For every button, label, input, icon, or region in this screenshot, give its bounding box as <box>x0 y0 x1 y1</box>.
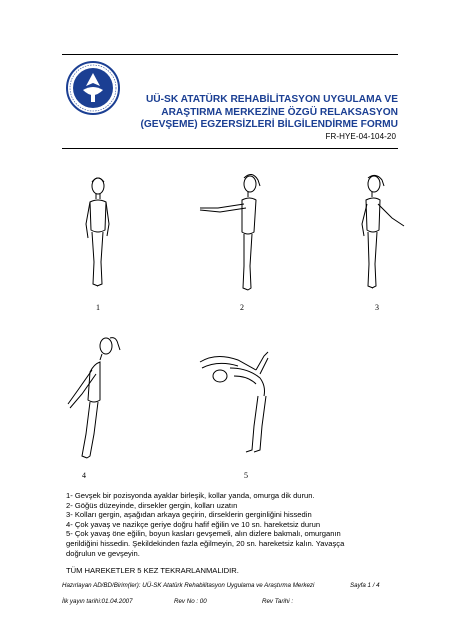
exercise-figure-3 <box>348 170 410 294</box>
step-5-continued: gerildiğini hissedin. Şekildekinden fazla eğilmeyin, 20 sn. hareketsiz kalın. Yavaşça <box>66 538 345 548</box>
footer-prepared-by <box>62 582 380 589</box>
figure-number-4: 4 <box>82 471 86 480</box>
exercise-figure-2 <box>188 168 276 296</box>
exercise-figure-1 <box>72 172 122 292</box>
title-line-1: UÜ-SK ATATÜRK REHABİLİTASYON UYGULAMA VE <box>145 94 398 105</box>
step-5: 5- Çok yavaş öne eğilin, boyun kasları gevşemeli, alın dizlere bakmalı, omurganın <box>66 529 341 539</box>
step-3: 3- Kolları gergin, aşağıdan arkaya geçirin, dirseklerin gerginliğini hissedin <box>66 510 312 520</box>
title-line-3: (GEVŞEME) EGZERSİZLERİ BİLGİLENDİRME FORMU <box>140 119 398 130</box>
university-seal-icon <box>65 60 121 116</box>
figure-number-1: 1 <box>96 303 100 312</box>
exercise-steps <box>66 491 396 558</box>
page-number: Sayfa 1 / 4 <box>350 582 380 589</box>
prepared-by-text: Hazırlayan AD/BD/Birim(ler): UÜ-SK Atatürk Rehabilitasyon Uygulama ve Araştırma Merkezi <box>62 582 315 589</box>
step-5-end: doğrulun ve gevşeyin. <box>66 548 140 558</box>
exercise-figure-4 <box>60 330 132 464</box>
revision-number: Rev No : 00 <box>174 598 207 605</box>
header-bottom-rule <box>62 148 398 149</box>
figure-number-3: 3 <box>375 303 379 312</box>
title-line-2: ARAŞTIRMA MERKEZİNE ÖZGÜ RELAKSASYON <box>161 106 398 118</box>
first-issue-date: İlk yayın tarihi:01.04.2007 <box>62 598 133 605</box>
form-code: FR-HYE-04-104-20 <box>325 132 396 141</box>
step-4: 4- Çok yavaş ve nazikçe geriye doğru hafif eğilin ve 10 sn. hareketsiz durun <box>66 519 321 529</box>
exercise-figure-5 <box>190 346 280 458</box>
step-1: 1- Gevşek bir pozisyonda ayaklar birleşik, kollar yanda, omurga dik durun. <box>66 491 315 500</box>
figure-number-5: 5 <box>244 471 248 480</box>
repeat-note: TÜM HAREKETLER 5 KEZ TEKRARLANMALIDIR. <box>66 566 239 575</box>
figure-number-2: 2 <box>240 303 244 312</box>
top-rule <box>62 54 398 55</box>
revision-date: Rev Tarihi : <box>262 598 294 605</box>
form-title <box>126 94 398 132</box>
step-2: 2- Göğüs düzeyinde, dirsekler gergin, kolları uzatın <box>66 500 238 510</box>
